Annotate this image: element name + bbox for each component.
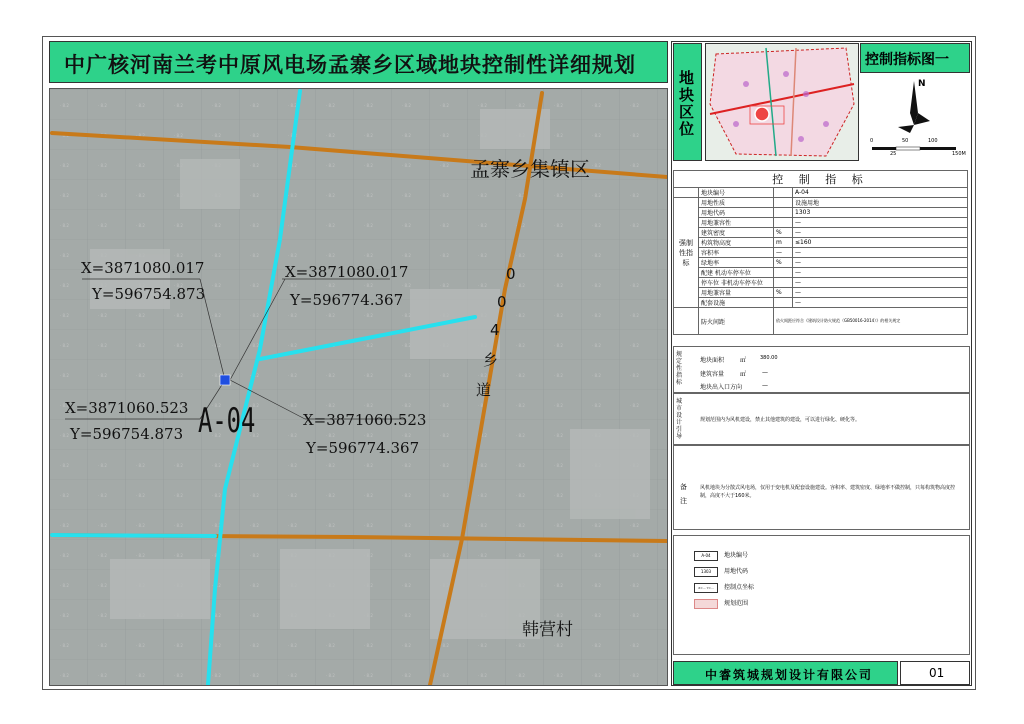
coord-ne-x: X=3871080.017 [285,263,409,281]
indicator-name: 绿地率 [699,258,774,268]
road-label-dao: 道 [476,381,492,399]
indicator-value: — [793,298,968,308]
company-footer [673,661,898,685]
indicator-name: 停车位 非机动车停车位 [699,278,774,288]
indicator-unit: % [774,288,793,298]
town-label: 孟寨乡集镇区 [470,157,590,181]
legend-item [694,582,754,593]
indicator-name: 用地代码 [699,208,774,218]
indicator-table [673,170,968,335]
location-tag [673,43,702,161]
location-map [705,43,859,161]
location-map-graphic [706,44,858,160]
compass [860,73,968,159]
legend-label: 地块编号 [724,552,749,559]
aerial-map [49,88,668,686]
north-label: N [918,79,926,89]
indicator-value: — [793,218,968,228]
building-volume-value: — [762,369,768,376]
indicator-unit [774,208,793,218]
indicator-name: 建筑密度 [699,228,774,238]
note-section [673,445,970,530]
parcel-label: A-04 [198,401,256,441]
indicator-value: — [793,258,968,268]
indicator-value: — [793,288,968,298]
indicator-title: 控 制 指 标 [674,171,968,188]
company-name: 中睿筑城规划设计有限公司 [705,668,874,682]
coord-nw-y: Y=596754.873 [92,285,206,303]
north-arrow-icon [860,73,968,159]
indicator-name: 配套设施 [699,298,774,308]
urban-design-text: 规划范围内为风机建设，禁止其他建筑的建设，可以进行绿化、硬化等。 [700,417,861,423]
urban-design-section [673,393,970,445]
urban-design-tag: 城市设计引导 [676,398,683,440]
entrance-value: — [762,382,768,389]
indicator-name: 用地兼容量 [699,288,774,298]
legend-box: A-04 [694,551,718,561]
indicator-unit: m [774,238,793,248]
coord-nw-x: X=3871080.017 [81,259,205,277]
control-index-header [860,43,970,73]
indicator-name: 容积率 [699,248,774,258]
note-text: 风机地块为分散式风电场，仅用于变电机及配套设施建设。容积率、建筑密度、绿地率不做控制，只每构筑物高度控制，高度不大于160米。 [700,485,956,499]
indicator-value: 设施用地 [793,198,968,208]
indicator-value: ≤160 [793,238,968,248]
legend-item [694,566,748,577]
guide-section [673,346,970,393]
entrance-label: 地块出入口方向 [700,384,743,391]
title-bar [49,41,668,83]
indicator-value: — [793,278,968,288]
legend-box: X=... Y=... [694,583,718,593]
cyan-road-stub [52,535,215,536]
indicator-value: A-04 [793,188,968,198]
legend-item [694,550,748,561]
indicator-unit [774,198,793,208]
coord-se-y: Y=596774.367 [306,439,420,457]
coord-se-x: X=3871060.523 [303,411,427,429]
mandatory-tag: 强制性指标 [674,198,699,308]
scale-50: 50 [902,138,909,144]
indicator-value: — [793,248,968,258]
site-area-label: 地块面积 [700,357,725,364]
legend-box: 1303 [694,567,718,577]
legend-label: 规划范围 [724,600,749,607]
location-tag-text: 地块区位 [679,69,695,138]
page-number: 01 [929,666,945,680]
village-label: 韩营村 [522,620,573,640]
indicator-name: 用地兼容性 [699,218,774,228]
scale-0: 0 [870,138,874,144]
control-index-header-text: 控制指标图一 [865,52,949,68]
guide-tag: 规定性指标 [676,351,683,386]
road-label-4: 4 [490,321,500,339]
coord-ne-y: Y=596774.367 [290,291,404,309]
indicator-value: 1303 [793,208,968,218]
building-volume-label: 建筑容量 [700,371,725,378]
site-area-value: 380.00 [760,355,778,361]
indicator-unit [774,298,793,308]
parcel-a04 [220,375,230,385]
page-number-box [900,661,970,685]
building-volume-unit: ㎡ [740,371,747,378]
fire-spacing-label: 防火间距 [699,308,774,335]
indicator-unit: % [774,258,793,268]
page-title: 中广核河南兰考中原风电场孟寨乡区域地块控制性详细规划 [64,53,636,77]
site-area-unit: ㎡ [740,357,747,364]
indicator-value: — [793,268,968,278]
fire-spacing-value: 依火间距应符合《建筑设计防火规范（GB50016-2014）》的相关规定 [774,308,968,335]
note-tag: 备注 [680,483,687,505]
legend-label: 用地代码 [724,568,749,575]
indicator-name: 用地性质 [699,198,774,208]
legend-item [694,598,748,609]
road-label-xiang: 乡 [483,351,499,369]
road-label-0a: 0 [506,265,516,283]
scale-150: 150M [952,151,966,157]
scale-25: 25 [890,151,897,157]
indicator-name: 构筑物高度 [699,238,774,248]
indicator-value: — [793,228,968,238]
indicator-unit: % [774,228,793,238]
indicator-unit [774,218,793,228]
indicator-unit: — [774,248,793,258]
indicator-unit [774,188,793,198]
indicator-unit [774,268,793,278]
scale-100: 100 [928,138,938,144]
road-label-0b: 0 [497,293,507,311]
coord-sw-x: X=3871060.523 [65,399,189,417]
legend [673,535,970,655]
coord-sw-y: Y=596754.873 [70,425,184,443]
indicator-name: 地块编号 [699,188,774,198]
indicator-name: 配建 机动车停车位 [699,268,774,278]
legend-label: 控制点坐标 [724,584,755,591]
legend-box [694,599,718,609]
indicator-unit [774,278,793,288]
